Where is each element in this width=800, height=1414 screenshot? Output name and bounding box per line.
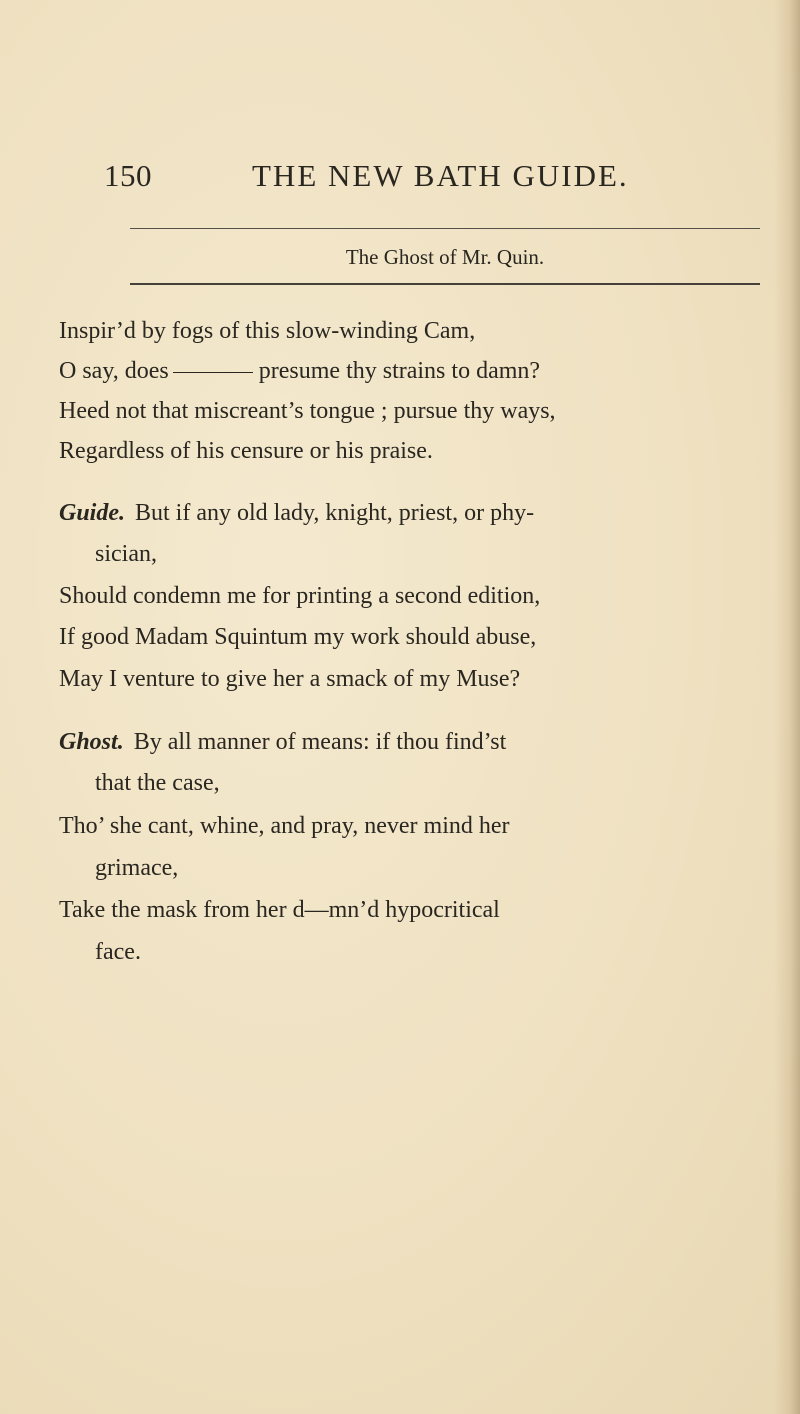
- verse-line: Regardless of his censure or his praise.: [59, 438, 433, 464]
- verse-line: Tho’ she cant, whine, and pray, never mind her: [59, 813, 510, 839]
- page-header: [0, 158, 800, 198]
- verse-line: [59, 358, 540, 385]
- verse-line: Inspir’d by fogs of this slow-winding Cam,: [59, 318, 476, 344]
- verse-line: If good Madam Squintum my work should abuse,: [59, 624, 537, 650]
- speaker-label: Guide.: [59, 500, 125, 526]
- verse-line-continuation: face.: [95, 939, 141, 965]
- running-title: THE NEW BATH GUIDE.: [252, 158, 629, 193]
- verse-fragment: presume thy strains to damn?: [258, 358, 541, 384]
- verse-line: [59, 729, 506, 756]
- verse-line: Take the mask from her d—mn’d hypocritical: [59, 897, 500, 923]
- verse-line-continuation: sician,: [95, 541, 157, 567]
- verse-line-continuation: grimace,: [95, 855, 179, 881]
- verse-fragment: By all manner of means: if thou find’st: [133, 729, 507, 755]
- verse-fragment: But if any old lady, knight, priest, or phy-: [135, 500, 535, 526]
- verse-line: May I venture to give her a smack of my Muse?: [59, 666, 521, 692]
- bottom-rule: [130, 283, 760, 285]
- page-number: 150: [104, 158, 152, 193]
- verse-fragment: O say, does: [59, 358, 169, 384]
- speaker-label: Ghost.: [59, 729, 124, 755]
- page-edge-shadow: [774, 0, 800, 1414]
- verse-line-continuation: that the case,: [95, 770, 220, 796]
- verse-line: Heed not that miscreant’s tongue ; pursue thy ways,: [59, 398, 556, 424]
- verse-line: [59, 500, 534, 527]
- verse-line: Should condemn me for printing a second edition,: [59, 583, 541, 609]
- top-rule: [130, 228, 760, 229]
- elision-dash: [173, 372, 253, 373]
- section-title: The Ghost of Mr. Quin.: [345, 245, 545, 269]
